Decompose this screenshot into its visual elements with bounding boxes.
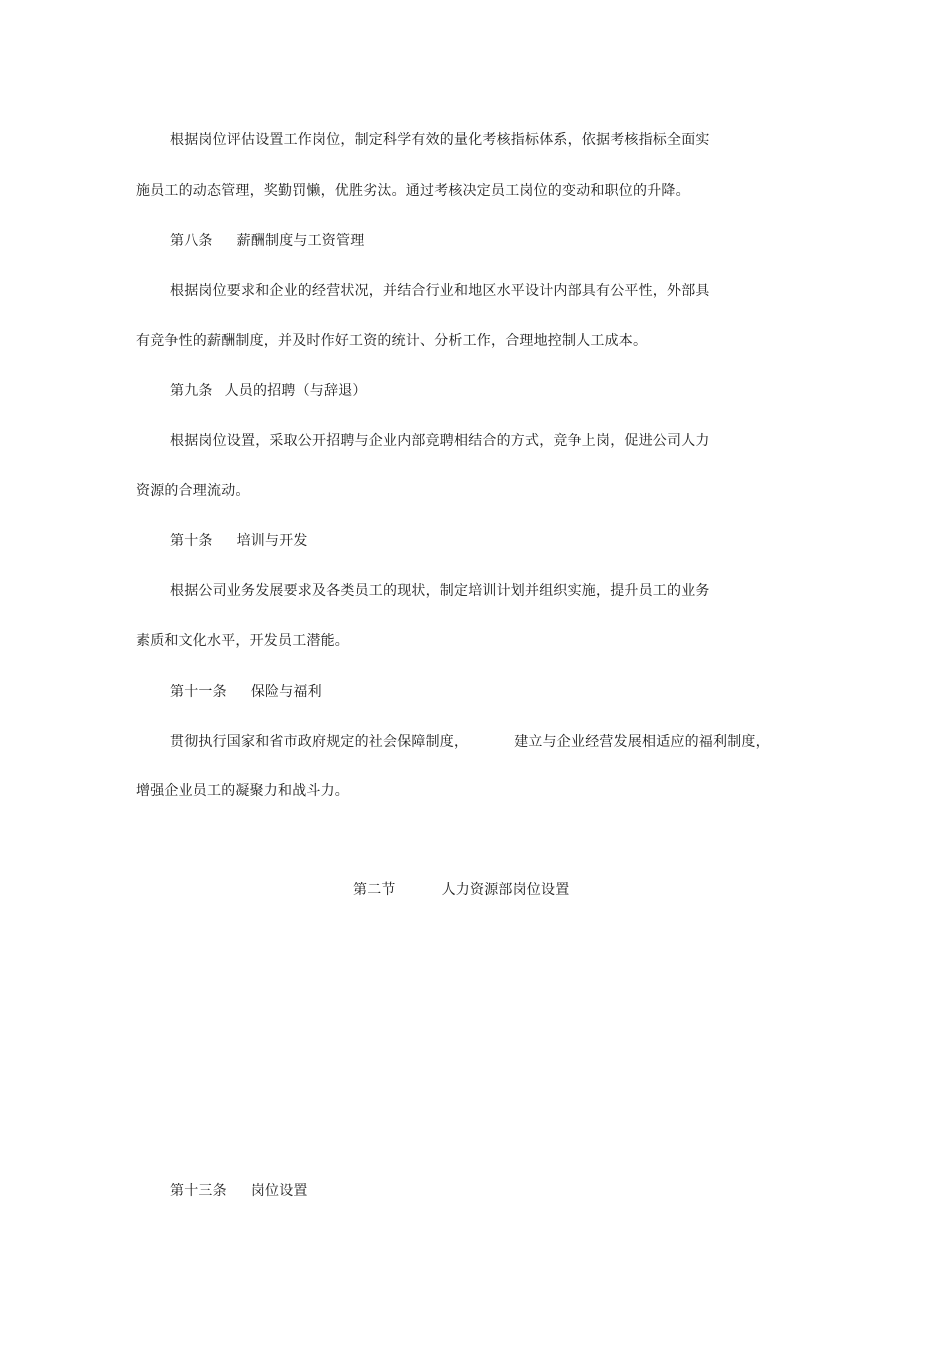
article-number: 第十一条 [170, 684, 227, 700]
article-title: 保险与福利 [250, 684, 322, 700]
paragraph-text: 施员工的动态管理，奖勤罚懒，优胜劣汰。通过考核决定员工岗位的变动和职位的升降。 [136, 183, 690, 199]
article-number: 第十条 [170, 533, 213, 549]
paragraph-line [170, 282, 710, 300]
paragraph-line [136, 632, 349, 650]
article-title: 岗位设置 [250, 1183, 308, 1199]
article-title: 人员的招聘（与辞退） [224, 383, 367, 399]
paragraph-text: 资源的合理流动。 [136, 483, 250, 499]
article-heading-11 [170, 683, 322, 701]
paragraph-line [136, 332, 647, 350]
paragraph-text: 根据岗位要求和企业的经营状况，并结合行业和地区水平设计内部具有公平性，外部具 [170, 283, 710, 299]
article-number: 第八条 [170, 233, 213, 249]
paragraph-text: 根据岗位设置，采取公开招聘与企业内部竞聘相结合的方式，竞争上岗，促进公司人力 [170, 433, 710, 449]
article-number: 第九条 [170, 383, 213, 399]
paragraph-line [170, 131, 710, 149]
section-heading [353, 881, 569, 899]
paragraph-text: 有竞争性的薪酬制度，并及时作好工资的统计、分析工作，合理地控制人工成本。 [136, 333, 648, 349]
article-number: 第十三条 [170, 1183, 227, 1199]
paragraph-line [170, 733, 770, 751]
paragraph-text: 增强企业员工的凝聚力和战斗力。 [136, 783, 349, 799]
article-title: 薪酬制度与工资管理 [236, 233, 365, 249]
paragraph-line [136, 182, 690, 200]
paragraph-line [136, 782, 349, 800]
paragraph-text: 根据岗位评估设置工作岗位，制定科学有效的量化考核指标体系，依据考核指标全面实 [170, 132, 710, 148]
section-number: 第二节 [353, 882, 396, 898]
paragraph-text: 根据公司业务发展要求及各类员工的现状，制定培训计划并组织实施，提升员工的业务 [170, 583, 710, 599]
paragraph-line [136, 482, 250, 500]
paragraph-line [170, 582, 710, 600]
article-heading-8 [170, 232, 364, 250]
section-title: 人力资源部岗位设置 [441, 882, 570, 898]
article-heading-10 [170, 532, 308, 550]
paragraph-line [170, 432, 710, 450]
paragraph-text: 素质和文化水平，开发员工潜能。 [136, 633, 349, 649]
article-title: 培训与开发 [236, 533, 308, 549]
article-heading-13 [170, 1182, 308, 1200]
article-heading-9 [170, 382, 367, 400]
paragraph-text: 建立与企业经营发展相适应的福利制度， [514, 734, 770, 750]
paragraph-text: 贯彻执行国家和省市政府规定的社会保障制度， [170, 734, 469, 750]
